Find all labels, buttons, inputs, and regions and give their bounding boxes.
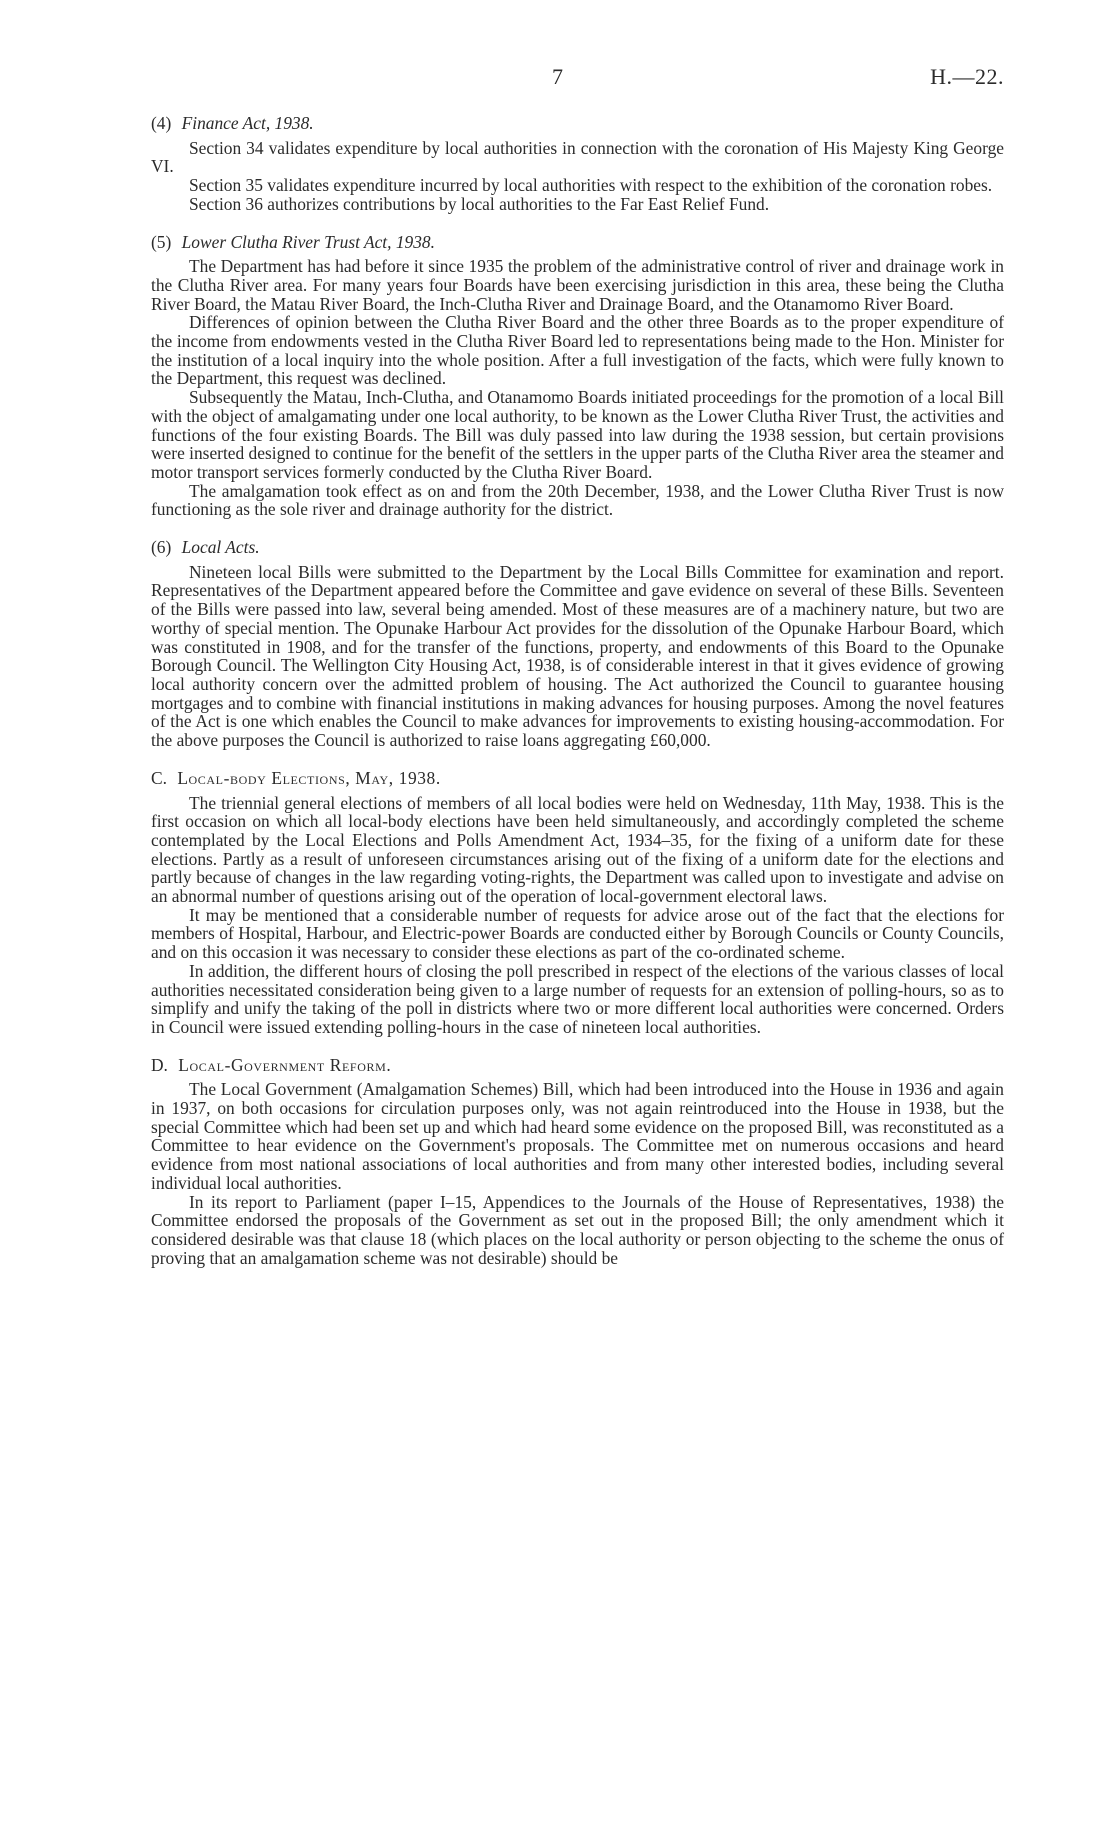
section-number: (6) xyxy=(151,537,172,558)
section-number: (5) xyxy=(151,231,172,252)
section-title: Local-body Elections, May, 1938. xyxy=(177,767,441,788)
page-number: 7 xyxy=(552,64,563,89)
section-local-acts xyxy=(151,538,1004,750)
section-heading xyxy=(151,233,1004,252)
paragraph: In its report to Parliament (paper I–15, Appendices to the Journals of the House of Representatives, 1938) the Committee endorsed the proposals of the Government as set out in the proposed Bill; the only amendment which it considered desirable was that clause 18 (which places on the local authority or person objecting to the scheme the onus of proving that an amalgamation scheme was not desirable) should be xyxy=(151,1191,1004,1268)
section-number: (4) xyxy=(151,113,172,133)
section-heading xyxy=(151,1056,1004,1075)
paragraph: Section 36 authorizes contributions by local authorities to the Far East Relief Fund. xyxy=(189,193,770,214)
page-header xyxy=(151,58,1004,114)
section-lower-clutha-act xyxy=(151,233,1004,520)
section-title: Lower Clutha River Trust Act, 1938. xyxy=(181,231,435,252)
paragraph: In addition, the different hours of closing the poll prescribed in respect of the elections of the various classes of local authorities necessitated consideration being given to a large number of requests for an extension of polling-hours, so as to simplify and unify the taking of the poll in districts where two or more different local authorities were concerned. Orders in Council were issued extending polling-hours in the case of nineteen local authorities. xyxy=(151,960,1004,1037)
paragraph: Section 34 validates expenditure by local authorities in connection with the coronation of His Majesty King George VI. xyxy=(151,137,1004,177)
paragraph: Subsequently the Matau, Inch-Clutha, and Otanamomo Boards initiated proceedings for the promotion of a local Bill with the object of amalgamating under one local authority, to be known as the Lower Clutha River Trust, the activities and functions of the four existing Boards. The Bill was duly passed into law during the 1938 session, but certain provisions were inserted designed to continue for the benefit of the settlers in the upper parts of the Clutha River area the steamer and motor transport services formerly conducted by the Clutha River Board. xyxy=(151,387,1004,482)
section-heading xyxy=(151,769,1004,788)
section-title: Local-Government Reform. xyxy=(178,1054,392,1075)
section-number: D. xyxy=(151,1054,168,1075)
paragraph: The Local Government (Amalgamation Schemes) Bill, which had been introduced into the House in 1936 and again in 1937, on both occasions for circulation purposes only, was not again reintroduced into the House in 1938, but the special Committee which had been set up and which had heard some evidence on the proposed Bill, was reconstituted as a Committee to hear evidence on the Government's proposals. The Committee met on numerous occasions and heard evidence from most national associations of local authorities and from many other interested bodies, including several individual local authorities. xyxy=(151,1079,1004,1193)
paragraph: The Department has had before it since 1935 the problem of the administrative control of river and drainage work in the Clutha River area. For many years four Boards have been exercising jurisdiction in this area, these being the Clutha River Board, the Matau River Board, the Inch-Clutha River and Drainage Board, and the Otanamomo River Board. xyxy=(151,256,1004,314)
section-local-body-elections xyxy=(151,769,1004,1037)
section-title: Finance Act, 1938. xyxy=(181,113,314,133)
section-number: C. xyxy=(151,767,167,788)
section-heading xyxy=(151,538,1004,557)
paragraph: It may be mentioned that a considerable number of requests for advice arose out of the fact that the elections for members of Hospital, Harbour, and Electric-power Boards are conducted either by Borough Councils or County Councils, and on this occasion it was necessary to consider these elections as part of the co-ordinated scheme. xyxy=(151,904,1004,963)
paragraph: Differences of opinion between the Clutha River Board and the other three Boards as to the proper expenditure of the income from endowments vested in the Clutha River Board led to representations being made to the Hon. Minister for the institution of a local inquiry into the whole position. After a full investigation of the facts, which were fully known to the Department, this request was declined. xyxy=(151,312,1004,389)
paragraph: Nineteen local Bills were submitted to the Department by the Local Bills Committee for examination and report. Representatives of the Department appeared before the Committee and gave evidence on several of these Bills. Seventeen of the Bills were passed into law, several being amended. Most of these measures are of a machinery nature, but two are worthy of special mention. The Opunake Harbour Act provides for the dissolution of the Opunake Harbour Board, which was constituted in 1908, and for the transfer of the functions, property, and endowments of this Board to the Opunake Borough Council. The Wellington City Housing Act, 1938, is of considerable interest in that it gives evidence of growing local authority concern over the admitted problem of housing. The Act authorized the Council to guarantee housing mortgages and to combine with financial institutions in making advances for housing purposes. Among the novel features of the Act is one which enables the Council to make advances for improvements to existing housing-accommodation. For the above purposes the Council is authorized to raise loans aggregating £60,000. xyxy=(151,561,1004,751)
section-local-government-reform xyxy=(151,1056,1004,1268)
document-code: H.—22. xyxy=(930,64,1004,89)
section-finance-act xyxy=(151,114,1004,214)
section-title: Local Acts. xyxy=(181,537,260,558)
section-heading xyxy=(151,114,1004,133)
paragraph: The amalgamation took effect as on and from the 20th December, 1938, and the Lower Clutha River Trust is now functioning as the sole river and drainage authority for the district. xyxy=(151,480,1004,520)
paragraph: Section 35 validates expenditure incurred by local authorities with respect to the exhibition of the coronation robes. xyxy=(189,175,993,196)
paragraph: The triennial general elections of members of all local bodies were held on Wednesday, 11th May, 1938. This is the first occasion on which all local-body elections have been held simultaneously, and accordingly completed the scheme contemplated by the Local Elections and Polls Amendment Act, 1934–35, for the fixing of a uniform date for these elections. Partly as a result of unforeseen circumstances arising out of the fixing of a uniform date for the elections and partly because of changes in the law regarding voting-rights, the Department was called upon to investigate and advise on an abnormal number of questions arising out of the operation of local-government electoral laws. xyxy=(151,792,1004,907)
